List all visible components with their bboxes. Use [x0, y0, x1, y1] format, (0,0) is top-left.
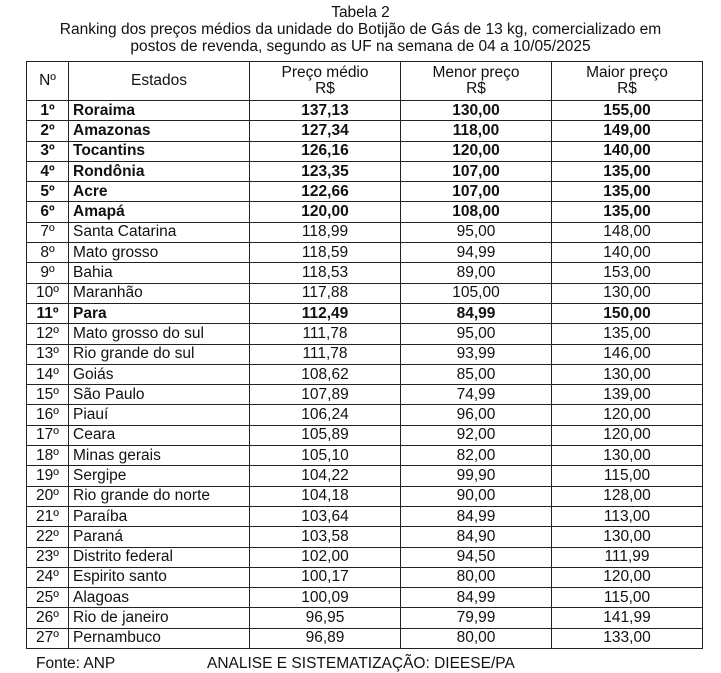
state-cell: Goiás	[69, 364, 250, 384]
price-ranking-table	[26, 61, 703, 649]
state-cell: Mato grosso	[69, 243, 250, 263]
min-price-cell: 93,99	[401, 344, 552, 364]
position-cell: 9º	[27, 263, 69, 283]
table-row	[27, 466, 703, 486]
average-price-cell: 117,88	[250, 283, 401, 303]
average-price-cell: 107,89	[250, 385, 401, 405]
header-min-label: Menor preço	[432, 64, 520, 81]
state-cell: Paraíba	[69, 506, 250, 526]
average-price-cell: 100,17	[250, 567, 401, 587]
table-header-row	[27, 62, 703, 101]
state-cell: Bahia	[69, 263, 250, 283]
min-price-cell: 89,00	[401, 263, 552, 283]
max-price-cell: 133,00	[552, 628, 703, 648]
max-price-cell: 146,00	[552, 344, 703, 364]
average-price-cell: 127,34	[250, 121, 401, 141]
min-price-cell: 108,00	[401, 202, 552, 222]
min-price-cell: 120,00	[401, 141, 552, 161]
max-price-cell: 141,99	[552, 608, 703, 628]
table-footer	[36, 655, 696, 672]
position-cell: 13º	[27, 344, 69, 364]
average-price-cell: 96,89	[250, 628, 401, 648]
state-cell: Acre	[69, 182, 250, 202]
min-price-cell: 84,99	[401, 506, 552, 526]
max-price-cell: 130,00	[552, 446, 703, 466]
position-cell: 22º	[27, 527, 69, 547]
max-price-cell: 135,00	[552, 161, 703, 181]
state-cell: Piauí	[69, 405, 250, 425]
state-cell: Rio grande do sul	[69, 344, 250, 364]
min-price-cell: 130,00	[401, 101, 552, 121]
min-price-cell: 105,00	[401, 283, 552, 303]
state-cell: Ceara	[69, 425, 250, 445]
position-cell: 24º	[27, 567, 69, 587]
state-cell: Alagoas	[69, 588, 250, 608]
average-price-cell: 104,18	[250, 486, 401, 506]
max-price-cell: 120,00	[552, 567, 703, 587]
average-price-cell: 106,24	[250, 405, 401, 425]
state-cell: Paraná	[69, 527, 250, 547]
position-cell: 8º	[27, 243, 69, 263]
state-cell: Roraima	[69, 101, 250, 121]
state-cell: Pernambuco	[69, 628, 250, 648]
max-price-cell: 120,00	[552, 405, 703, 425]
table-subtitle: postos de revenda, segundo as UF na semana de 04 a 10/05/2025	[130, 38, 591, 55]
max-price-cell: 130,00	[552, 527, 703, 547]
state-cell: São Paulo	[69, 385, 250, 405]
position-cell: 11º	[27, 303, 69, 323]
max-price-cell: 148,00	[552, 222, 703, 242]
table-row	[27, 182, 703, 202]
table-row	[27, 588, 703, 608]
max-price-cell: 150,00	[552, 303, 703, 323]
max-price-cell: 115,00	[552, 466, 703, 486]
average-price-cell: 103,64	[250, 506, 401, 526]
position-cell: 17º	[27, 425, 69, 445]
header-min-unit: R$	[466, 80, 486, 97]
position-cell: 10º	[27, 283, 69, 303]
header-position: Nº	[27, 62, 69, 101]
state-cell: Tocantins	[69, 141, 250, 161]
position-cell: 21º	[27, 506, 69, 526]
position-cell: 23º	[27, 547, 69, 567]
average-price-cell: 126,16	[250, 141, 401, 161]
average-price-cell: 120,00	[250, 202, 401, 222]
min-price-cell: 107,00	[401, 182, 552, 202]
position-cell: 5º	[27, 182, 69, 202]
table-title: Ranking dos preços médios da unidade do Botijão de Gás de 13 kg, comercializado em	[59, 21, 662, 38]
header-max-label: Maior preço	[586, 64, 668, 81]
position-cell: 7º	[27, 222, 69, 242]
table-body	[27, 101, 703, 649]
table-row	[27, 243, 703, 263]
position-cell: 25º	[27, 588, 69, 608]
min-price-cell: 85,00	[401, 364, 552, 384]
average-price-cell: 105,89	[250, 425, 401, 445]
header-max-unit: R$	[617, 80, 637, 97]
state-cell: Minas gerais	[69, 446, 250, 466]
min-price-cell: 80,00	[401, 567, 552, 587]
max-price-cell: 113,00	[552, 506, 703, 526]
average-price-cell: 104,22	[250, 466, 401, 486]
table-number: Tabela 2	[331, 4, 390, 21]
max-price-cell: 140,00	[552, 141, 703, 161]
max-price-cell: 149,00	[552, 121, 703, 141]
average-price-cell: 118,59	[250, 243, 401, 263]
table-caption	[0, 4, 721, 55]
min-price-cell: 107,00	[401, 161, 552, 181]
position-cell: 4º	[27, 161, 69, 181]
min-price-cell: 94,50	[401, 547, 552, 567]
table-row	[27, 222, 703, 242]
min-price-cell: 92,00	[401, 425, 552, 445]
min-price-cell: 95,00	[401, 324, 552, 344]
min-price-cell: 90,00	[401, 486, 552, 506]
header-min-price	[401, 62, 552, 101]
state-cell: Rio grande do norte	[69, 486, 250, 506]
analysis-note: ANALISE E SISTEMATIZAÇÃO: DIEESE/PA	[207, 655, 515, 672]
table-row	[27, 141, 703, 161]
header-average-unit: R$	[315, 80, 335, 97]
average-price-cell: 96,95	[250, 608, 401, 628]
table-row	[27, 486, 703, 506]
table-row	[27, 506, 703, 526]
position-cell: 6º	[27, 202, 69, 222]
min-price-cell: 84,90	[401, 527, 552, 547]
position-cell: 27º	[27, 628, 69, 648]
table-row	[27, 283, 703, 303]
min-price-cell: 95,00	[401, 222, 552, 242]
average-price-cell: 123,35	[250, 161, 401, 181]
table-row	[27, 405, 703, 425]
average-price-cell: 118,53	[250, 263, 401, 283]
state-cell: Rondônia	[69, 161, 250, 181]
table-row	[27, 121, 703, 141]
min-price-cell: 99,90	[401, 466, 552, 486]
table-row	[27, 324, 703, 344]
max-price-cell: 155,00	[552, 101, 703, 121]
max-price-cell: 139,00	[552, 385, 703, 405]
min-price-cell: 84,99	[401, 303, 552, 323]
position-cell: 14º	[27, 364, 69, 384]
table-row	[27, 527, 703, 547]
position-cell: 18º	[27, 446, 69, 466]
state-cell: Santa Catarina	[69, 222, 250, 242]
table-row	[27, 344, 703, 364]
max-price-cell: 130,00	[552, 283, 703, 303]
max-price-cell: 135,00	[552, 202, 703, 222]
average-price-cell: 105,10	[250, 446, 401, 466]
max-price-cell: 120,00	[552, 425, 703, 445]
table-row	[27, 364, 703, 384]
table-row	[27, 263, 703, 283]
average-price-cell: 111,78	[250, 344, 401, 364]
min-price-cell: 79,99	[401, 608, 552, 628]
table-row	[27, 425, 703, 445]
max-price-cell: 153,00	[552, 263, 703, 283]
min-price-cell: 82,00	[401, 446, 552, 466]
header-average-label: Preço médio	[281, 64, 369, 81]
table-row	[27, 547, 703, 567]
state-cell: Para	[69, 303, 250, 323]
state-cell: Sergipe	[69, 466, 250, 486]
table-row	[27, 161, 703, 181]
position-cell: 19º	[27, 466, 69, 486]
state-cell: Espirito santo	[69, 567, 250, 587]
table-row	[27, 567, 703, 587]
average-price-cell: 102,00	[250, 547, 401, 567]
average-price-cell: 108,62	[250, 364, 401, 384]
position-cell: 16º	[27, 405, 69, 425]
header-average-price	[250, 62, 401, 101]
state-cell: Maranhão	[69, 283, 250, 303]
state-cell: Rio de janeiro	[69, 608, 250, 628]
table-row	[27, 202, 703, 222]
average-price-cell: 118,99	[250, 222, 401, 242]
max-price-cell: 135,00	[552, 324, 703, 344]
state-cell: Mato grosso do sul	[69, 324, 250, 344]
max-price-cell: 111,99	[552, 547, 703, 567]
table-row	[27, 628, 703, 648]
average-price-cell: 122,66	[250, 182, 401, 202]
header-max-price	[552, 62, 703, 101]
min-price-cell: 74,99	[401, 385, 552, 405]
position-cell: 2º	[27, 121, 69, 141]
min-price-cell: 96,00	[401, 405, 552, 425]
average-price-cell: 137,13	[250, 101, 401, 121]
min-price-cell: 80,00	[401, 628, 552, 648]
min-price-cell: 84,99	[401, 588, 552, 608]
table-row	[27, 608, 703, 628]
average-price-cell: 112,49	[250, 303, 401, 323]
min-price-cell: 118,00	[401, 121, 552, 141]
state-cell: Distrito federal	[69, 547, 250, 567]
state-cell: Amazonas	[69, 121, 250, 141]
min-price-cell: 94,99	[401, 243, 552, 263]
max-price-cell: 130,00	[552, 364, 703, 384]
average-price-cell: 103,58	[250, 527, 401, 547]
table-row	[27, 446, 703, 466]
max-price-cell: 128,00	[552, 486, 703, 506]
source-note: Fonte: ANP	[36, 655, 116, 672]
average-price-cell: 111,78	[250, 324, 401, 344]
max-price-cell: 115,00	[552, 588, 703, 608]
position-cell: 12º	[27, 324, 69, 344]
position-cell: 15º	[27, 385, 69, 405]
max-price-cell: 135,00	[552, 182, 703, 202]
table-row	[27, 303, 703, 323]
position-cell: 26º	[27, 608, 69, 628]
state-cell: Amapá	[69, 202, 250, 222]
position-cell: 1º	[27, 101, 69, 121]
header-state: Estados	[69, 62, 250, 101]
position-cell: 20º	[27, 486, 69, 506]
average-price-cell: 100,09	[250, 588, 401, 608]
table-row	[27, 385, 703, 405]
table-row	[27, 101, 703, 121]
position-cell: 3º	[27, 141, 69, 161]
max-price-cell: 140,00	[552, 243, 703, 263]
